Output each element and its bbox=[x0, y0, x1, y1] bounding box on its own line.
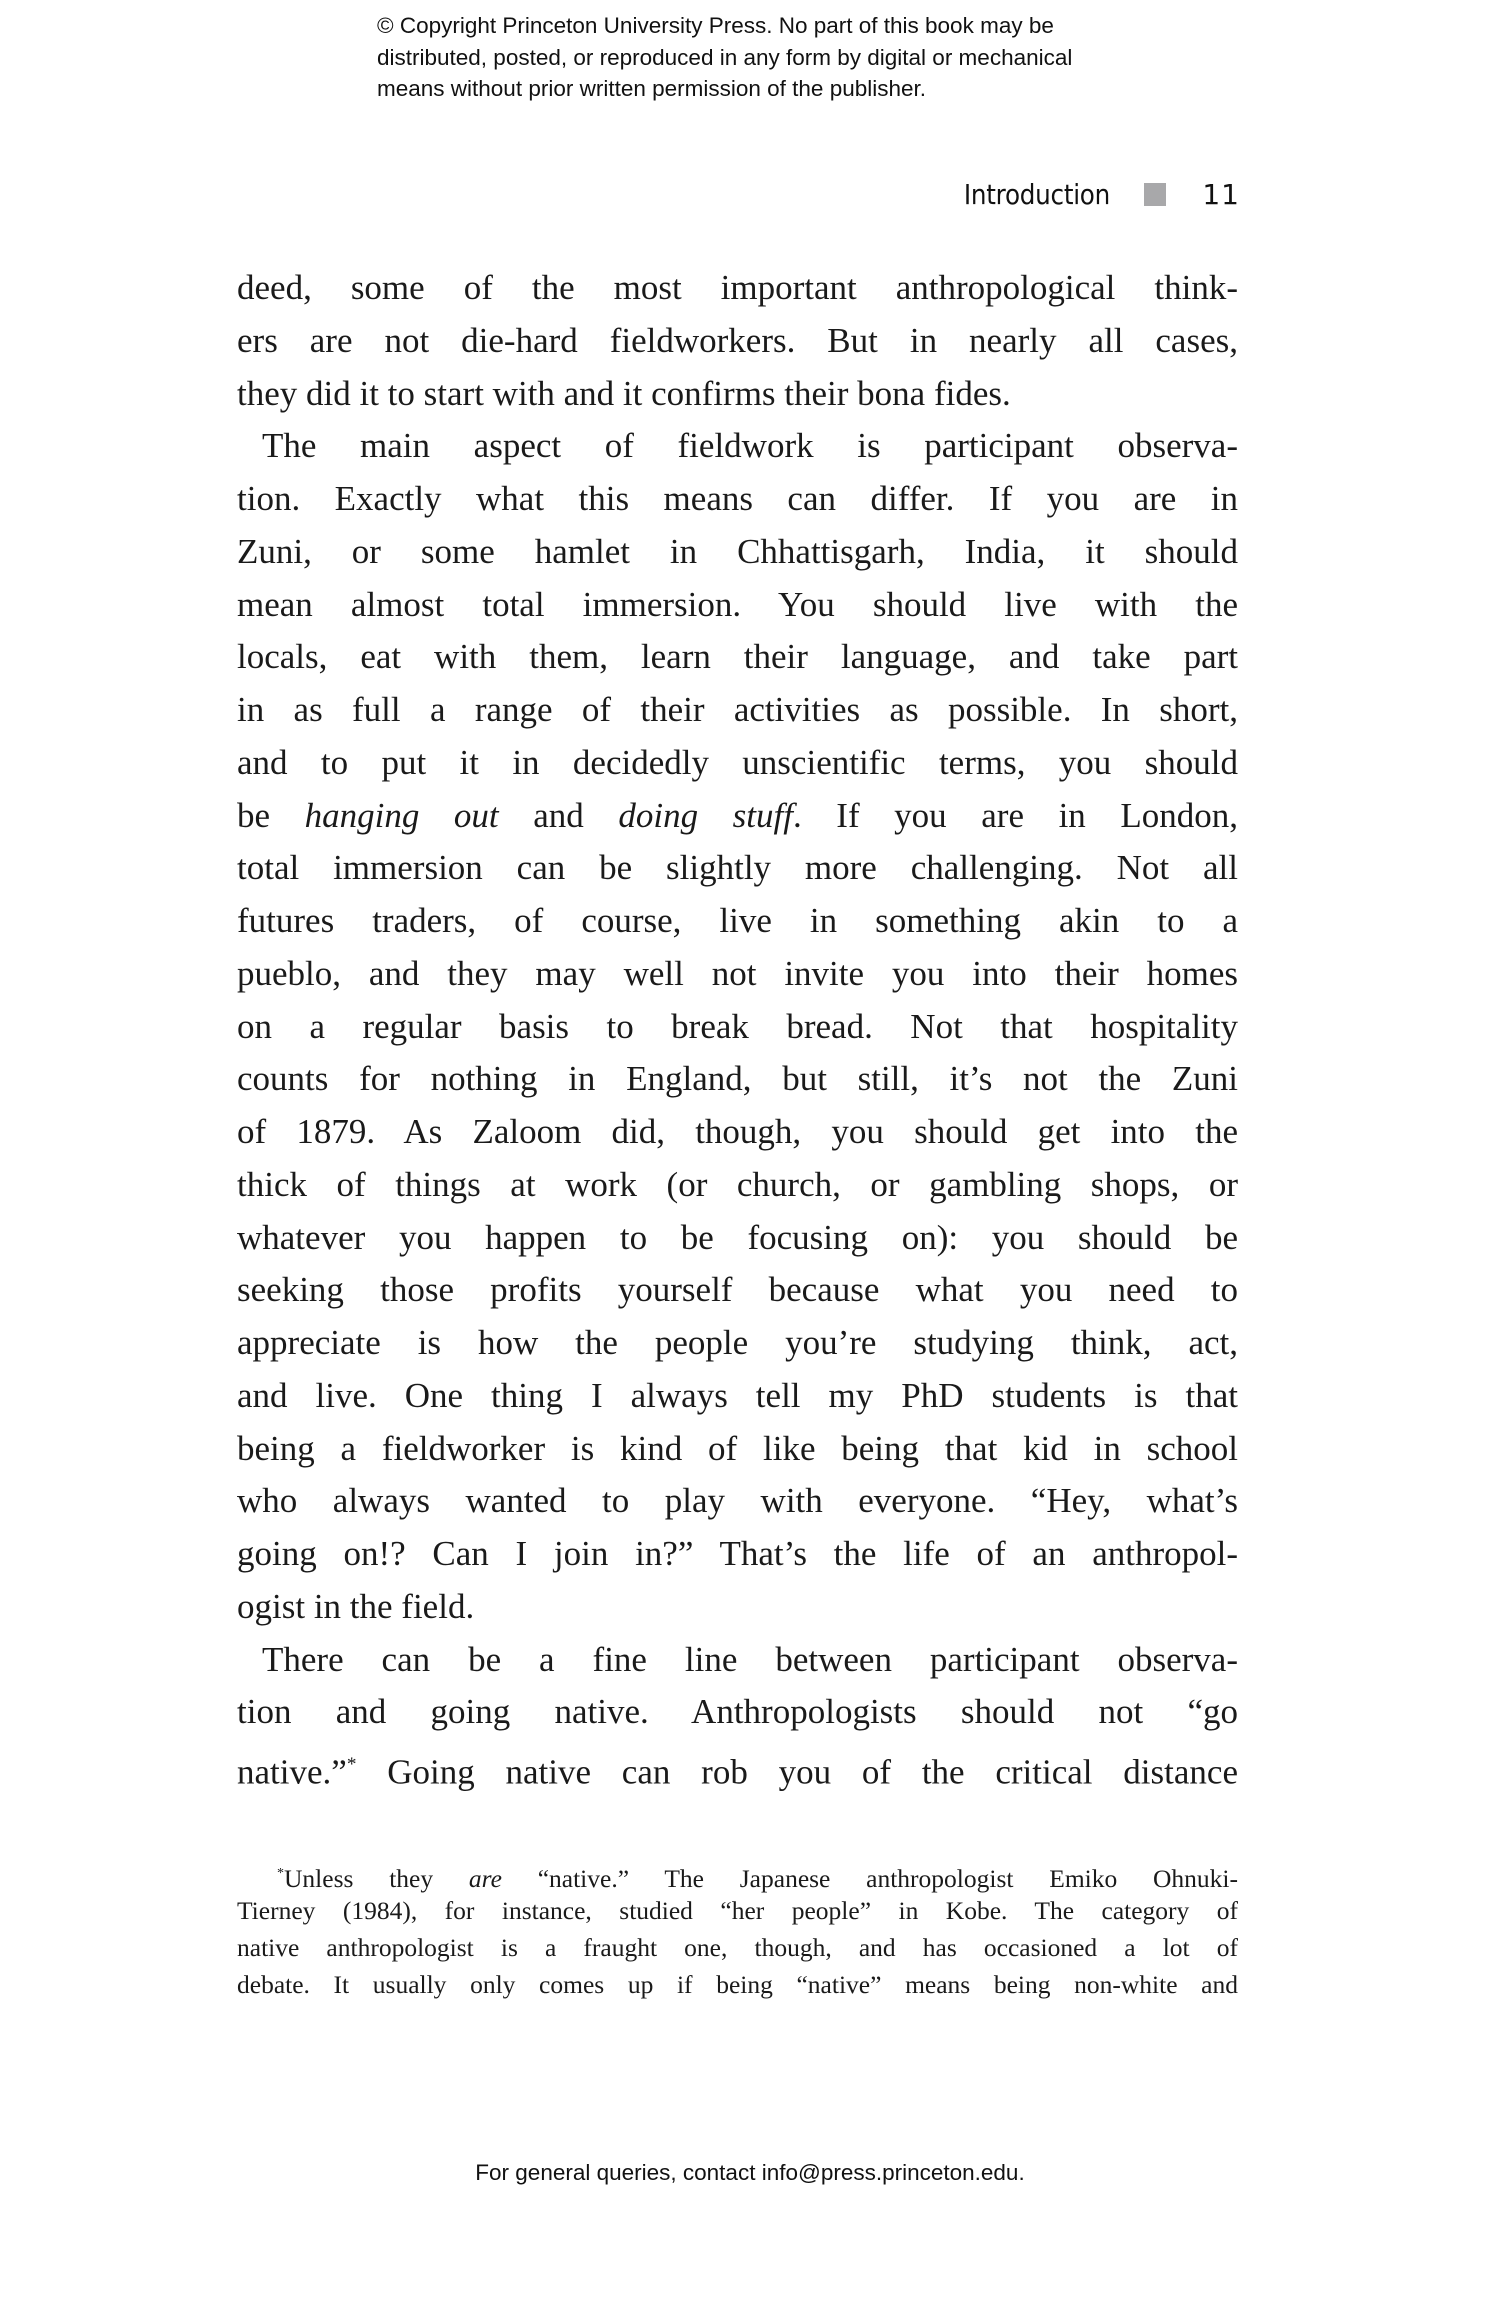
body-line: There can be a fine line between participant observa- bbox=[262, 1640, 1238, 1679]
footnote-line bbox=[277, 1859, 1238, 1893]
footnote-line: native anthropologist is a fraught one, though, and has occasioned a lot of bbox=[237, 1933, 1238, 1962]
text-run: be bbox=[237, 796, 305, 835]
body-line: counts for nothing in England, but still, it’s not the Zuni bbox=[237, 1059, 1238, 1098]
body-line: total immersion can be slightly more challenging. Not all bbox=[237, 848, 1238, 887]
copyright-notice bbox=[377, 10, 1207, 105]
body-line: they did it to start with and it confirms their bona fides. bbox=[237, 374, 1011, 413]
body-line: tion. Exactly what this means can differ. If you are in bbox=[237, 479, 1238, 518]
copyright-line: © Copyright Princeton University Press. No part of this book may be bbox=[377, 13, 1054, 38]
text-run: . If you are in London, bbox=[792, 796, 1238, 835]
body-line: futures traders, of course, live in something akin to a bbox=[237, 901, 1238, 940]
body-line: pueblo, and they may well not invite you into their homes bbox=[237, 954, 1238, 993]
body-line: deed, some of the most important anthropological think- bbox=[237, 268, 1238, 307]
emphasis-text: are bbox=[468, 1863, 502, 1893]
body-line: being a fieldworker is kind of like being that kid in school bbox=[237, 1429, 1238, 1468]
body-line: ers are not die-hard fieldworkers. But in nearly all cases, bbox=[237, 321, 1238, 360]
body-line: seeking those profits yourself because what you need to bbox=[237, 1270, 1238, 1309]
body-line: and live. One thing I always tell my PhD students is that bbox=[237, 1376, 1238, 1415]
gray-square-icon bbox=[1144, 183, 1166, 206]
body-line: tion and going native. Anthropologists should not “go bbox=[237, 1692, 1238, 1731]
body-line: appreciate is how the people you’re studying think, act, bbox=[237, 1323, 1238, 1362]
page-number: 11 bbox=[1202, 177, 1240, 211]
copyright-line: means without prior written permission of the publisher. bbox=[377, 76, 927, 101]
emphasis-text: doing stuff bbox=[618, 796, 793, 835]
footnote-line: Tierney (1984), for instance, studied “her people” in Kobe. The category of bbox=[237, 1896, 1238, 1925]
body-line: thick of things at work (or church, or gambling shops, or bbox=[237, 1165, 1238, 1204]
body-line: locals, eat with them, learn their language, and take part bbox=[237, 637, 1238, 676]
body-line: mean almost total immersion. You should live with the bbox=[237, 585, 1238, 624]
body-line: in as full a range of their activities as possible. In short, bbox=[237, 690, 1238, 729]
body-line bbox=[237, 1745, 1238, 1792]
text-run: “native.” The Japanese anthropologist Emiko Ohnuki- bbox=[501, 1863, 1238, 1893]
body-line: and to put it in decidedly unscientific terms, you should bbox=[237, 743, 1238, 782]
body-line: who always wanted to play with everyone. “Hey, what’s bbox=[237, 1481, 1238, 1520]
footnote-line: debate. It usually only comes up if being “native” means being non-white and bbox=[237, 1970, 1238, 1999]
chapter-title: Introduction bbox=[964, 177, 1111, 211]
text-run: Unless they bbox=[284, 1863, 469, 1893]
body-line: on a regular basis to break bread. Not that hospitality bbox=[237, 1007, 1238, 1046]
body-line: The main aspect of fieldwork is participant observa- bbox=[262, 426, 1238, 465]
text-run: native.” bbox=[237, 1752, 347, 1792]
emphasis-text: hanging out bbox=[304, 796, 499, 835]
footnote-marker: * bbox=[277, 1866, 285, 1881]
running-head bbox=[900, 174, 1240, 214]
text-run: and bbox=[498, 796, 619, 835]
footer-contact: For general queries, contact info@press.princeton.edu. bbox=[475, 2160, 1025, 2185]
copyright-line: distributed, posted, or reproduced in any form by digital or mechanical bbox=[377, 44, 1073, 70]
body-line: ogist in the field. bbox=[237, 1587, 475, 1626]
body-line: Zuni, or some hamlet in Chhattisgarh, India, it should bbox=[237, 532, 1238, 571]
body-line: going on!? Can I join in?” That’s the life of an anthropol- bbox=[237, 1534, 1238, 1573]
body-line bbox=[237, 796, 1238, 836]
footnote-marker: * bbox=[346, 1754, 357, 1775]
text-run: Going native can rob you of the critical distance bbox=[356, 1752, 1238, 1792]
body-line: of 1879. As Zaloom did, though, you should get into the bbox=[237, 1112, 1238, 1151]
body-line: whatever you happen to be focusing on): you should be bbox=[237, 1218, 1238, 1257]
